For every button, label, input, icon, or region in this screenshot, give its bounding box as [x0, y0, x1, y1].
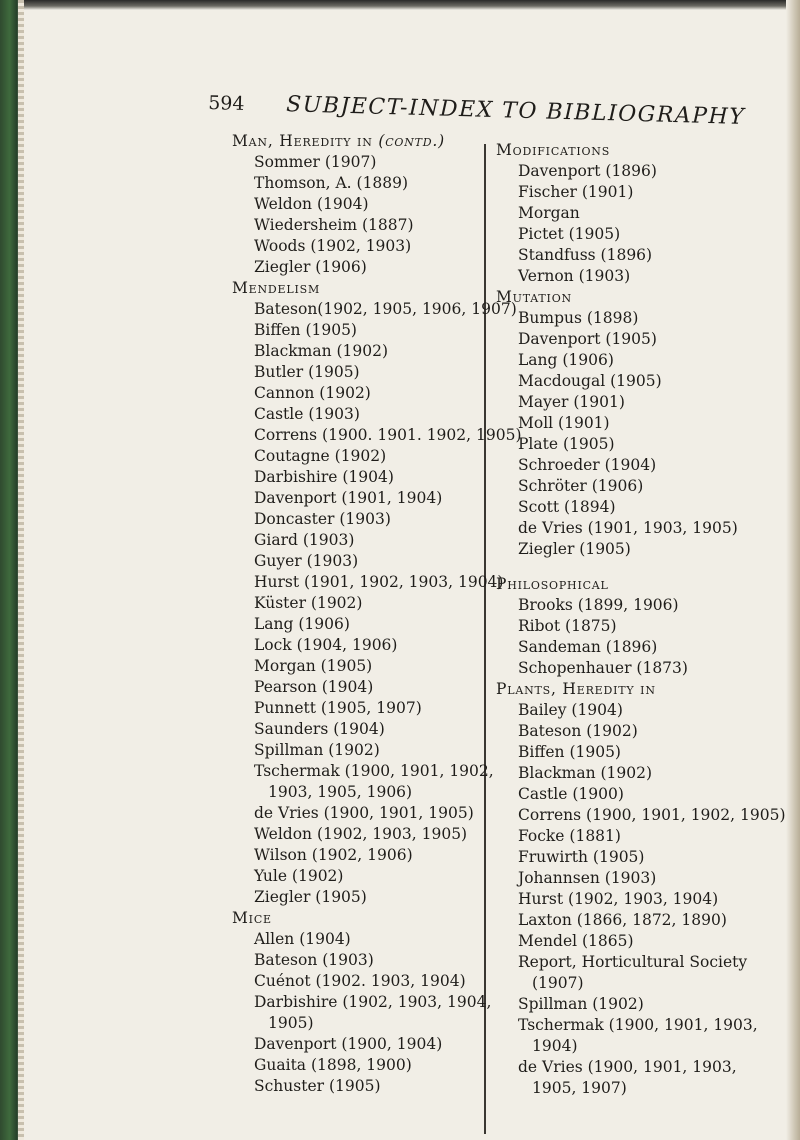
index-entry: Spillman (1902) [254, 741, 380, 759]
index-entry-continued: (1907) [532, 974, 584, 992]
index-entry: de Vries (1901, 1903, 1905) [518, 519, 738, 537]
index-entry: Mayer (1901) [518, 393, 625, 411]
index-entry: Lang (1906) [254, 615, 350, 633]
index-entry: Hurst (1901, 1902, 1903, 1904) [254, 573, 504, 591]
index-entry-continued: 1905) [268, 1014, 314, 1032]
index-entry: Guyer (1903) [254, 552, 359, 570]
index-entry: Ribot (1875) [518, 617, 617, 635]
index-entry: Tschermak (1900, 1901, 1903, [518, 1016, 758, 1034]
index-entry: Vernon (1903) [518, 267, 631, 285]
index-entry: de Vries (1900, 1901, 1905) [254, 804, 474, 822]
column-divider [484, 144, 486, 1134]
index-entry: Weldon (1904) [254, 195, 369, 213]
index-entry: Thomson, A. (1889) [254, 174, 409, 192]
index-entry: Cuénot (1902. 1903, 1904) [254, 972, 466, 990]
index-entry: Davenport (1900, 1904) [254, 1035, 443, 1053]
index-entry: Lang (1906) [518, 351, 614, 369]
index-entry: Moll (1901) [518, 414, 610, 432]
index-entry: Yule (1902) [254, 867, 344, 885]
index-entry: Schröter (1906) [518, 477, 644, 495]
index-entry: Schuster (1905) [254, 1077, 381, 1095]
index-entry: Saunders (1904) [254, 720, 385, 738]
index-entry: Punnett (1905, 1907) [254, 699, 422, 717]
running-title: SUBJECT-INDEX TO BIBLIOGRAPHY [285, 92, 746, 130]
index-entry: Plate (1905) [518, 435, 615, 453]
index-entry: Sandeman (1896) [518, 638, 658, 656]
index-entry: Blackman (1902) [254, 342, 389, 360]
section-heading: Philosophical [496, 575, 609, 593]
index-entry: Brooks (1899, 1906) [518, 596, 679, 614]
index-entry: Fischer (1901) [518, 183, 634, 201]
index-entry: Biffen (1905) [254, 321, 357, 339]
page-number: 594 [207, 92, 245, 116]
index-entry: Spillman (1902) [518, 995, 644, 1013]
index-entry: Schroeder (1904) [518, 456, 657, 474]
index-entry: Pictet (1905) [518, 225, 621, 243]
index-entry: Bateson(1902, 1905, 1906, 1907) [254, 300, 517, 318]
index-entry: Castle (1900) [518, 785, 624, 803]
index-entry: Scott (1894) [518, 498, 616, 516]
index-entry: Guaita (1898, 1900) [254, 1056, 412, 1074]
index-entry: Morgan (1905) [254, 657, 373, 675]
index-entry: Darbishire (1904) [254, 468, 394, 486]
section-heading: Man, Heredity in (contd.) [232, 132, 445, 150]
heading-suffix: (contd.) [378, 132, 445, 150]
section-heading: Mutation [496, 288, 572, 306]
index-entry: Ziegler (1905) [518, 540, 631, 558]
index-entry: Correns (1900. 1901. 1902, 1905) [254, 426, 522, 444]
index-entry: Cannon (1902) [254, 384, 371, 402]
index-entry: Schopenhauer (1873) [518, 659, 688, 677]
index-entry: Report, Horticultural Society [518, 953, 748, 971]
index-entry: Pearson (1904) [254, 678, 374, 696]
index-entry: Correns (1900, 1901, 1902, 1905) [518, 806, 786, 824]
page-top-edge [24, 0, 800, 10]
index-entry: Hurst (1902, 1903, 1904) [518, 890, 719, 908]
section-heading: Mice [232, 909, 272, 927]
index-entry: Morgan [518, 204, 580, 222]
index-entry: Wiedersheim (1887) [254, 216, 414, 234]
index-entry: Tschermak (1900, 1901, 1902, [254, 762, 494, 780]
book-spine [0, 0, 24, 1140]
index-entry-continued: 1903, 1905, 1906) [268, 783, 413, 801]
index-entry: Johannsen (1903) [518, 869, 657, 887]
index-entry: Weldon (1902, 1903, 1905) [254, 825, 468, 843]
index-entry-continued: 1905, 1907) [532, 1079, 627, 1097]
index-entry: Sommer (1907) [254, 153, 377, 171]
index-entry: Doncaster (1903) [254, 510, 391, 528]
index-entry: Küster (1902) [254, 594, 363, 612]
index-entry: Standfuss (1896) [518, 246, 653, 264]
index-entry: Lock (1904, 1906) [254, 636, 398, 654]
section-heading: Modifications [496, 141, 611, 159]
index-entry: Bailey (1904) [518, 701, 623, 719]
index-entry: Wilson (1902, 1906) [254, 846, 413, 864]
section-heading: Plants, Heredity in [496, 680, 656, 698]
index-entry: Laxton (1866, 1872, 1890) [518, 911, 727, 929]
index-entry: Focke (1881) [518, 827, 621, 845]
index-entry: Butler (1905) [254, 363, 360, 381]
index-entry: Castle (1903) [254, 405, 360, 423]
index-entry: Davenport (1896) [518, 162, 657, 180]
index-entry: Bumpus (1898) [518, 309, 639, 327]
index-entry: Fruwirth (1905) [518, 848, 645, 866]
left-column [232, 131, 522, 1097]
index-entry: Allen (1904) [254, 930, 351, 948]
page-right-edge [786, 0, 800, 1140]
index-entry: Ziegler (1906) [254, 258, 367, 276]
section-heading: Mendelism [232, 279, 321, 297]
index-entry: Macdougal (1905) [518, 372, 662, 390]
index-entry: Giard (1903) [254, 531, 355, 549]
section-gap [496, 560, 786, 574]
index-entry-continued: 1904) [532, 1037, 578, 1055]
index-entry: Biffen (1905) [518, 743, 621, 761]
index-entry: Mendel (1865) [518, 932, 634, 950]
index-entry: Davenport (1905) [518, 330, 657, 348]
index-entry: Woods (1902, 1903) [254, 237, 412, 255]
index-entry: Davenport (1901, 1904) [254, 489, 443, 507]
index-entry: Coutagne (1902) [254, 447, 387, 465]
right-column [496, 140, 786, 1099]
index-entry: Bateson (1902) [518, 722, 638, 740]
index-entry: Darbishire (1902, 1903, 1904, [254, 993, 492, 1011]
index-entry: Bateson (1903) [254, 951, 374, 969]
index-entry: de Vries (1900, 1901, 1903, [518, 1058, 737, 1076]
index-entry: Blackman (1902) [518, 764, 653, 782]
index-entry: Ziegler (1905) [254, 888, 367, 906]
